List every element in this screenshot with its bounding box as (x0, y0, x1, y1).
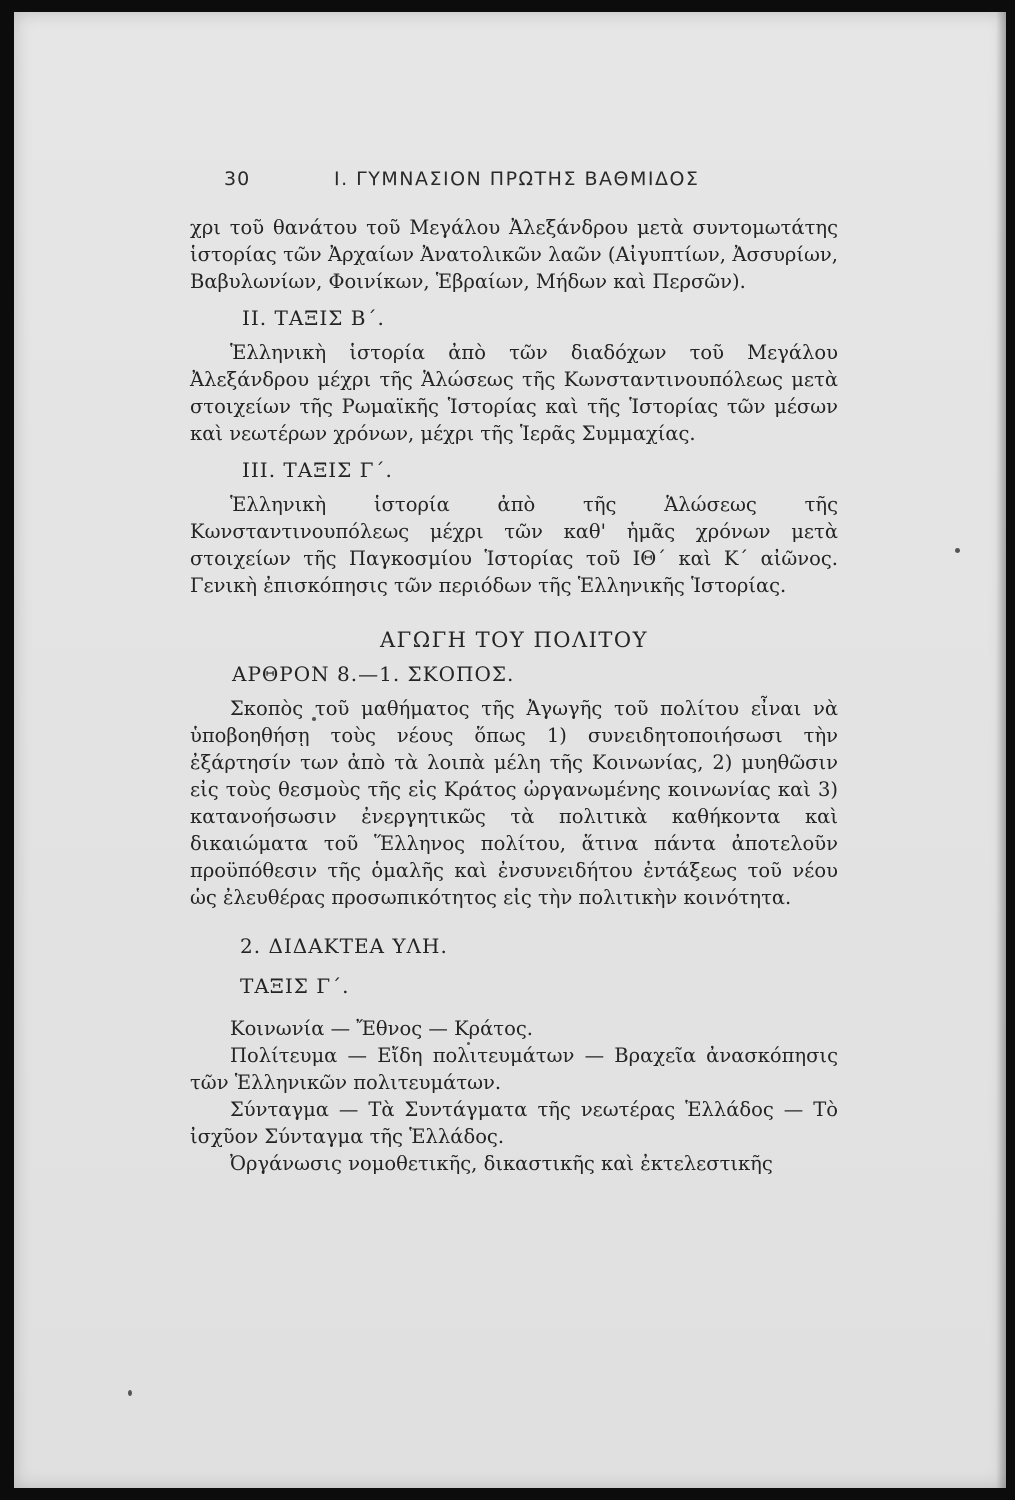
running-title: Ι. ΓΥΜΝΑΣΙΟΝ ΠΡΩΤΗΣ ΒΑΘΜΙΔΟΣ (334, 168, 700, 190)
page-edge-shadow (996, 12, 1006, 1488)
intro-paragraph: χρι τοῦ θανάτου τοῦ Μεγάλου Ἀλεξάνδρου μετὰ συντομωτάτης ἱστορίας τῶν Ἀρχαίων Ἀνατολικῶν λαῶν (Αἰγυπτίων, Ἀσσυρίων, Βαβυλωνίων, Φοινίκων, Ἑβραίων, Μήδων καὶ Περσῶν). (190, 216, 838, 293)
class-b-text: Ἑλληνικὴ ἱστορία ἀπὸ τῶν διαδόχων τοῦ Μεγάλου Ἀλεξάνδρου μέχρι τῆς Ἁλώσεως τῆς Κωνσταντινουπόλεως μετὰ στοιχείων τῆς Ρωμαϊκῆς Ἱστορίας καὶ τῆς Ἱστορίας τῶν μέσων καὶ νεωτέρων χρόνων, μέχρι τῆς Ἱερᾶς Συμμαχίας. (190, 341, 838, 445)
syllabus-class-heading: ΤΑΞΙΣ Γ΄. (240, 974, 350, 998)
page-number: 30 (224, 168, 251, 190)
syllabus-item: Σύνταγμα — Τὰ Συντάγματα τῆς νεωτέρας Ἑλλάδος — Τὸ ἰσχῦον Σύνταγμα τῆς Ἑλλάδος. (190, 1098, 838, 1148)
speck-mark (128, 1390, 132, 1396)
class-c-text: Ἑλληνικὴ ἱστορία ἀπὸ τῆς Ἁλώσεως τῆς Κωνσταντινουπόλεως μέχρι τῶν καθ' ἡμᾶς χρόνων μετὰ στοιχείων τῆς Παγκοσμίου Ἱστορίας τοῦ ΙΘ΄ καὶ Κ΄ αἰῶνος. Γενικὴ ἐπισκόπησις τῶν περιόδων τῆς Ἑλληνικῆς Ἱστορίας. (190, 493, 838, 597)
section-title: ΑΓΩΓΗ ΤΟΥ ΠΟΛΙΤΟΥ (379, 628, 649, 652)
syllabus-heading: 2. ΔΙΔΑΚΤΕΑ ΥΛΗ. (240, 934, 448, 958)
running-head (190, 168, 838, 208)
syllabus-item: Πολίτευμα — Εἴδη πολιτευμάτων — Βραχεῖα ἀνασκόπησις τῶν Ἑλληνικῶν πολιτευμάτων. (190, 1044, 838, 1094)
speck-mark (955, 548, 960, 553)
syllabus-item: Κοινωνία — Ἔθνος — Κράτος. (230, 1017, 533, 1040)
syllabus-item: Ὀργάνωσις νομοθετικῆς, δικαστικῆς καὶ ἐκτελεστικῆς (230, 1152, 773, 1175)
article-heading: ΑΡΘΡΟΝ 8.—1. ΣΚΟΠΟΣ. (232, 662, 515, 686)
class-b-heading: ΙΙ. ΤΑΞΙΣ Β΄. (242, 306, 385, 330)
class-c-heading: ΙΙΙ. ΤΑΞΙΣ Γ΄. (242, 458, 393, 482)
purpose-paragraph: Σκοπὸς τοῦ μαθήματος τῆς Ἀγωγῆς τοῦ πολίτου εἶναι νὰ ὑποβοηθήσῃ τοὺς νέους ὅπως 1) συνειδητοποιήσωσι τὴν ἐξάρτησίν των ἀπὸ τὰ λοιπὰ μέλη τῆς Κοινωνίας, 2) μυηθῶσιν εἰς τοὺς θεσμοὺς τῆς εἰς Κράτος ὠργανωμένης κοινωνίας καὶ 3) κατανοήσωσιν ἐνεργητικῶς τὰ πολιτικὰ καθήκοντα καὶ δικαιώματα τοῦ Ἕλληνος πολίτου, ἅτινα πάντα ἀποτελοῦν προϋπόθεσιν τῆς ὁμαλῆς καὶ ἐνσυνειδήτου ἐντάξεως τοῦ νέου ὡς ἐλευθέρας προσωπικότητος εἰς τὴν πολιτικὴν κοινότητα. (190, 697, 838, 909)
text-block (190, 168, 838, 1177)
